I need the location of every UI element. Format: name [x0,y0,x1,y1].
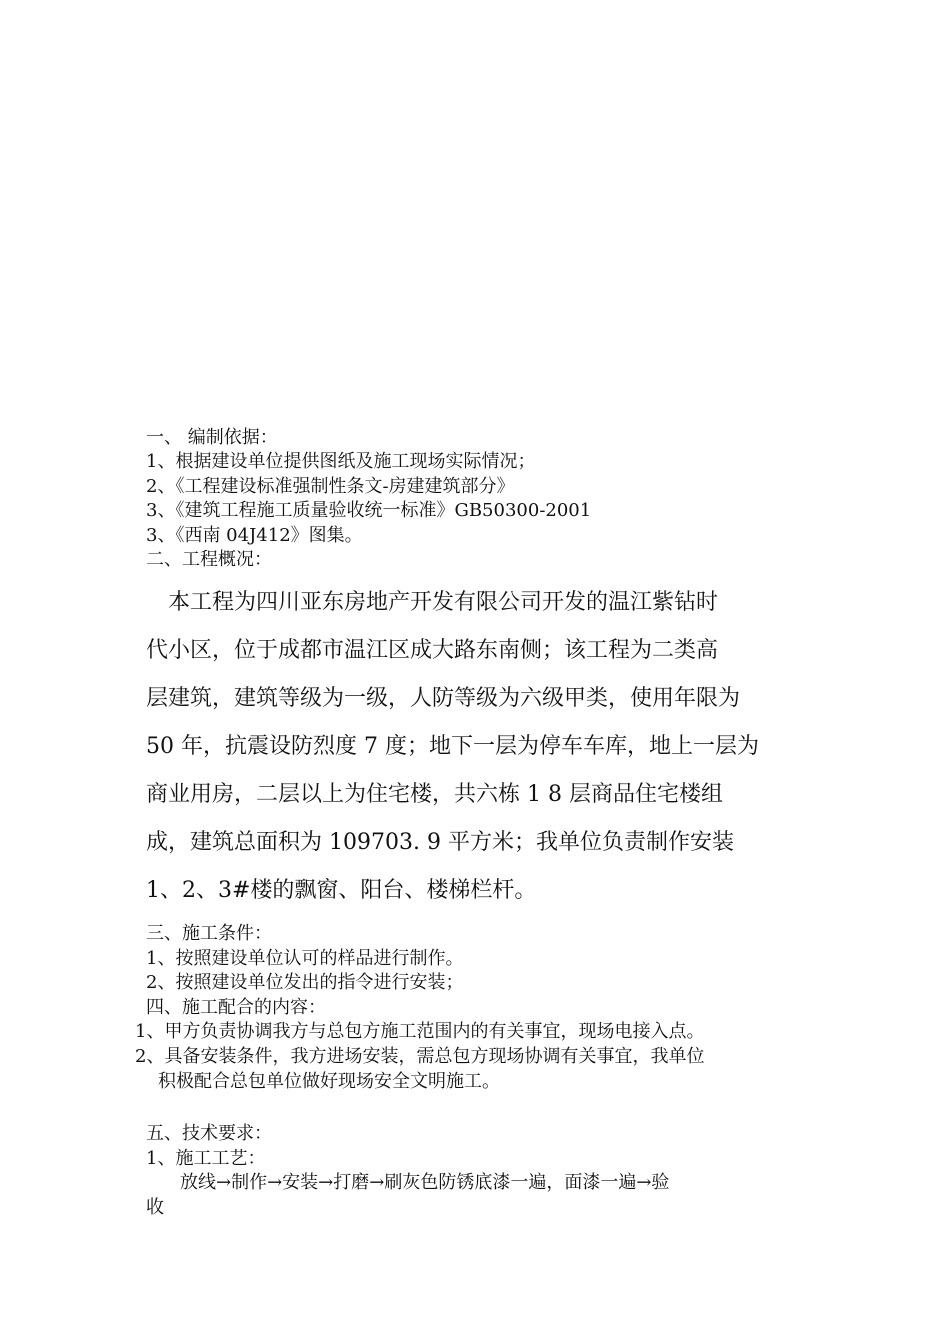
section1-heading: 一、 编制依据： [146,427,278,448]
overview-line-3: 层建筑，建筑等级为一级，人防等级为六级甲类，使用年限为 [146,686,741,711]
section5-sub-heading: 1、施工工艺： [146,1148,266,1169]
overview-line-1: 本工程为四川亚东房地产开发有限公司开发的温江紫钻时 [168,590,719,615]
section4-item-2: 2、具备安装条件，我方进场安装，需总包方现场协调有关事宜，我单位 [135,1046,705,1067]
overview-line-2: 代小区，位于成都市温江区成大路东南侧；该工程为二类高 [146,638,719,663]
section4-item-1: 1、甲方负责协调我方与总包方施工范围内的有关事宜，现场电接入点。 [135,1021,705,1042]
section1-item-4: 3、《西南 04J412》图集。 [146,525,363,546]
section4-item-2-continued: 积极配合总包单位做好现场安全文明施工。 [158,1071,500,1092]
process-line-2: 收 [146,1197,164,1218]
section1-item-3: 3、《建筑工程施工质量验收统一标准》GB50300-2001 [146,500,592,521]
process-line-1: 放线→制作→安装→打磨→刷灰色防锈底漆一遍，面漆一遍→验 [180,1172,670,1193]
overview-line-7: 1、2、3#楼的飘窗、阳台、楼梯栏杆。 [146,878,537,903]
section4-heading: 四、施工配合的内容： [146,997,326,1018]
section2-heading: 二、工程概况： [146,549,272,570]
section5-heading: 五、技术要求： [146,1123,272,1144]
overview-line-5: 商业用房，二层以上为住宅楼，共六栋 1 8 层商品住宅楼组 [146,782,723,807]
section3-heading: 三、施工条件： [146,923,272,944]
section1-item-1: 1、根据建设单位提供图纸及施工现场实际情况； [146,451,536,472]
section3-item-1: 1、按照建设单位认可的样品进行制作。 [146,948,464,969]
overview-line-6: 成，建筑总面积为 109703. 9 平方米；我单位负责制作安装 [146,830,734,855]
overview-line-4: 50 年，抗震设防烈度 7 度；地下一层为停车车库，地上一层为 [146,734,759,759]
section3-item-2: 2、按照建设单位发出的指令进行安装； [146,972,464,993]
section1-item-2: 2、《工程建设标准强制性条文-房建建筑部分》 [146,476,515,497]
